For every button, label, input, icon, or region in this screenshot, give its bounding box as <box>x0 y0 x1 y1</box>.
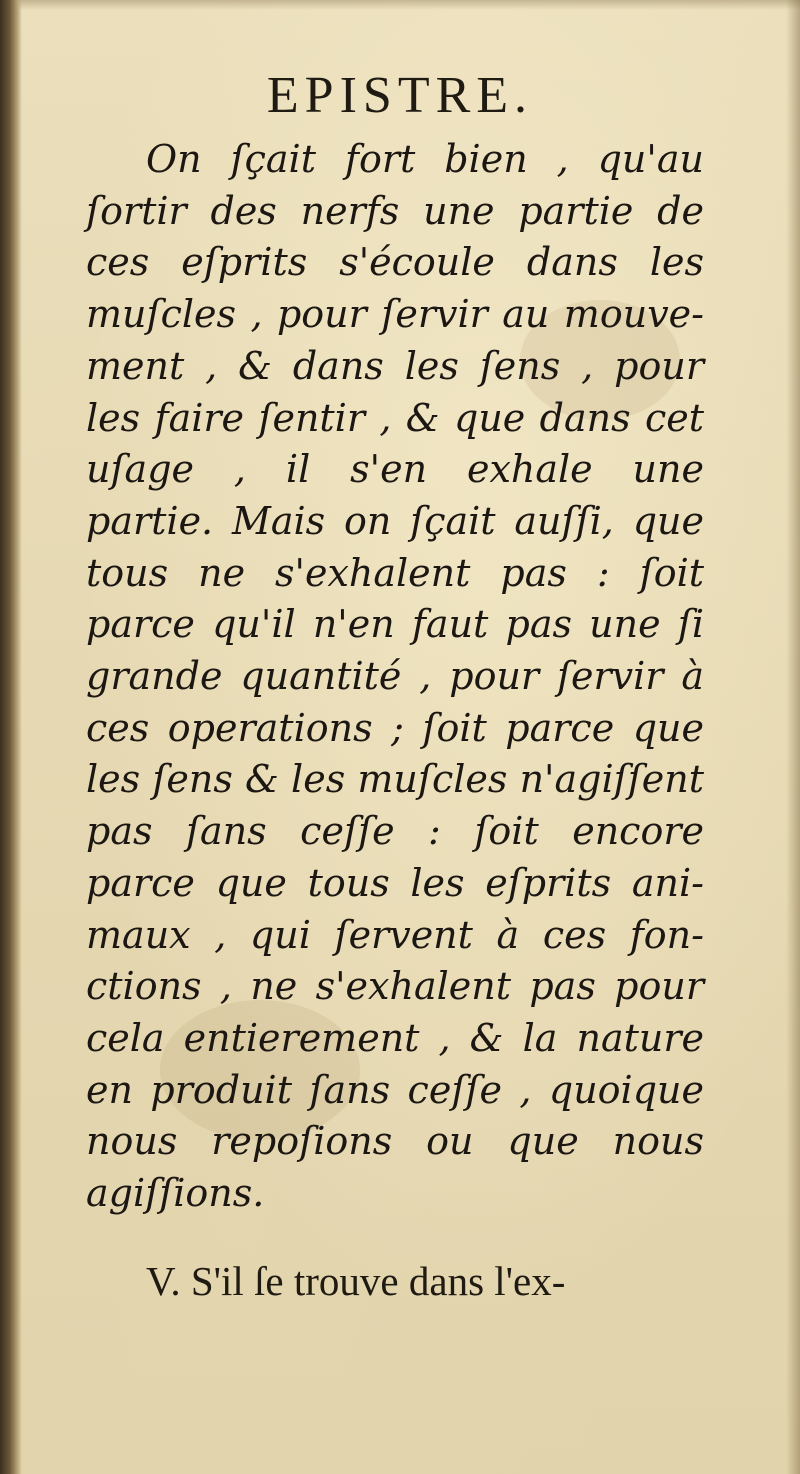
running-header: EPISTRE. <box>266 67 534 124</box>
next-paragraph-start: V. S'il ſe trouve dans l'ex- <box>146 1258 566 1304</box>
page-top-edge <box>0 0 800 10</box>
book-gutter-shadow <box>0 0 22 1474</box>
body-paragraph: On ſçait fort bien , qu'au ſortir des nerfs une partie de ces eſprits s'écoule dans les muſcles , pour ſervir au mouvemen​t , & dans les ſens , pour les faire ſentir , & que dans cet uſage , il s'en exhale une partie. Mais on ſçait auſſi, que tous ne s'exhalent pas : ſoit parce qu'il n'en faut pas une ſi grande quantité , pour ſervir à ces operations ; ſoit parce que les ſens & les muſcles n'agiſſent pas ſans ceſſe : ſoit encore parce que tous les eſprits animaux , qui ſervent à ces fonctions , ne s'exhalent pas pour cela entierement , & la nature en produit ſans ceſſe , quoique nous repoſions ou que nous agiſſions. <box>86 137 704 1216</box>
page-right-edge <box>786 0 800 1474</box>
